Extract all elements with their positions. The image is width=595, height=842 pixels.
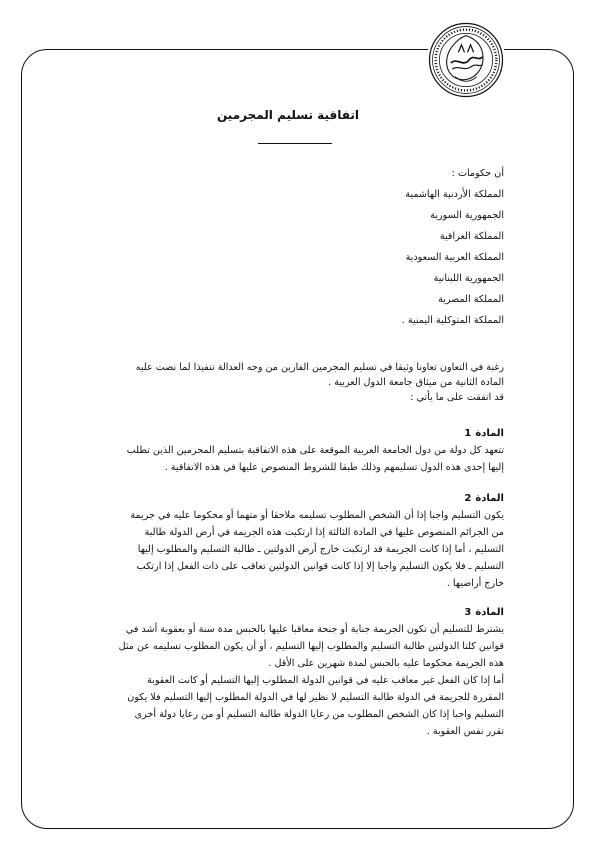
article-line: التسليم ـ فلا يكون التسليم واجبا إلا إذا كانت قوانين الدولتين تعاقب على ذات الفعل إذا ارتكب bbox=[136, 561, 504, 572]
article-heading-label: المادة bbox=[475, 493, 504, 504]
article-line: تقرر نفس العقوبة . bbox=[426, 726, 504, 737]
article-line: أما إذا كان الفعل غير معاقب عليه في قوانين الدولة المطلوب إليها التسليم أو كانت العقوبة bbox=[147, 675, 504, 686]
article-heading bbox=[72, 604, 504, 621]
state-item: المملكة المتوكلية اليمنية . bbox=[401, 315, 504, 326]
article-heading-label: المادة bbox=[475, 607, 504, 618]
article-heading bbox=[72, 425, 504, 442]
article-line: المقررة للجريمة في الدولة طالبة التسليم لا نظير لها في الدولة المطلوب إليها التسليم فلا يكون bbox=[127, 692, 504, 703]
article-line: قوانين كلتا الدولتين طالبة التسليم والمطلوب إليها التسليم ، أو أن يكون المطلوب تسليمه عن مثل bbox=[118, 641, 504, 652]
article-heading bbox=[72, 490, 504, 507]
article-number: 3 bbox=[464, 607, 472, 618]
state-item: المملكة الأردنية الهاشمية bbox=[405, 189, 504, 200]
article-3 bbox=[72, 604, 504, 740]
state-item: المملكة المصرية bbox=[438, 294, 504, 305]
article-line: التسليم واجبا إذا كان الشخص المطلوب من رعايا الدولة طالبة التسليم أو من رعايا دولة أخرى bbox=[134, 709, 504, 720]
state-item: الجمهورية السورية bbox=[430, 210, 504, 221]
preamble-line: قد اتفقت على ما يأتي : bbox=[410, 392, 504, 403]
article-line: يشترط للتسليم أن تكون الجريمة جناية أو جنحة معاقبا عليها بالحبس مدة سنة أو بعقوبة أشد في bbox=[125, 624, 504, 635]
intro-line: أن حكومات : bbox=[451, 168, 504, 179]
state-item: المملكة العراقية bbox=[439, 231, 504, 242]
state-item: المملكة العربية السعودية bbox=[405, 252, 504, 263]
state-item: الجمهورية اللبنانية bbox=[433, 273, 504, 284]
article-heading-label: المادة bbox=[475, 428, 504, 439]
document-body bbox=[72, 0, 504, 842]
article-line: تتعهد كل دولة من دول الجامعة العربية الموقعة على هذه الاتفاقية بتسليم المجرمين الذين تطلب bbox=[126, 445, 504, 456]
title-underline bbox=[258, 143, 332, 144]
article-1 bbox=[72, 425, 504, 476]
article-line: يكون التسليم واجبا إذا أن الشخص المطلوب تسليمه ملاحقا أو متهما أو محكوما عليه في جريمة bbox=[130, 510, 504, 521]
article-line: من الجرائم المنصوص عليها في المادة الثالثة إذا ارتكبت هذه الجريمة في أرض الدولة طالبة bbox=[144, 527, 504, 538]
signatory-states-list bbox=[72, 163, 504, 331]
article-line: هذه الجريمة محكوما عليه بالحبس لمدة شهرين على الأقل . bbox=[268, 658, 504, 669]
article-2 bbox=[72, 490, 504, 592]
article-line: التسليم ، أما إذا كانت الجريمة قد ارتكبت خارج أرض الدولتين ـ طالبة التسليم والمطلوب إليها bbox=[137, 544, 504, 555]
article-number: 1 bbox=[464, 428, 472, 439]
preamble-line: المادة الثانية من ميثاق جامعة الدول العربية . bbox=[328, 377, 504, 388]
preamble-paragraph bbox=[72, 360, 504, 405]
arab-league-seal-icon bbox=[428, 22, 504, 98]
article-number: 2 bbox=[464, 493, 472, 504]
document-title: اتفاقية تسليم المجرمين bbox=[217, 108, 359, 122]
article-line: إليها إحدى هذه الدول تسليمهم وذلك طبقا للشروط المنصوص عليها في هذه الاتفاقية . bbox=[164, 462, 504, 473]
preamble-line: رغبة في التعاون تعاونا وثيقا في تسليم المجرمين الفارين من وجه العدالة تنفيذا لما نصت عليه bbox=[135, 362, 504, 373]
article-line: خارج أراضيها . bbox=[446, 578, 504, 589]
